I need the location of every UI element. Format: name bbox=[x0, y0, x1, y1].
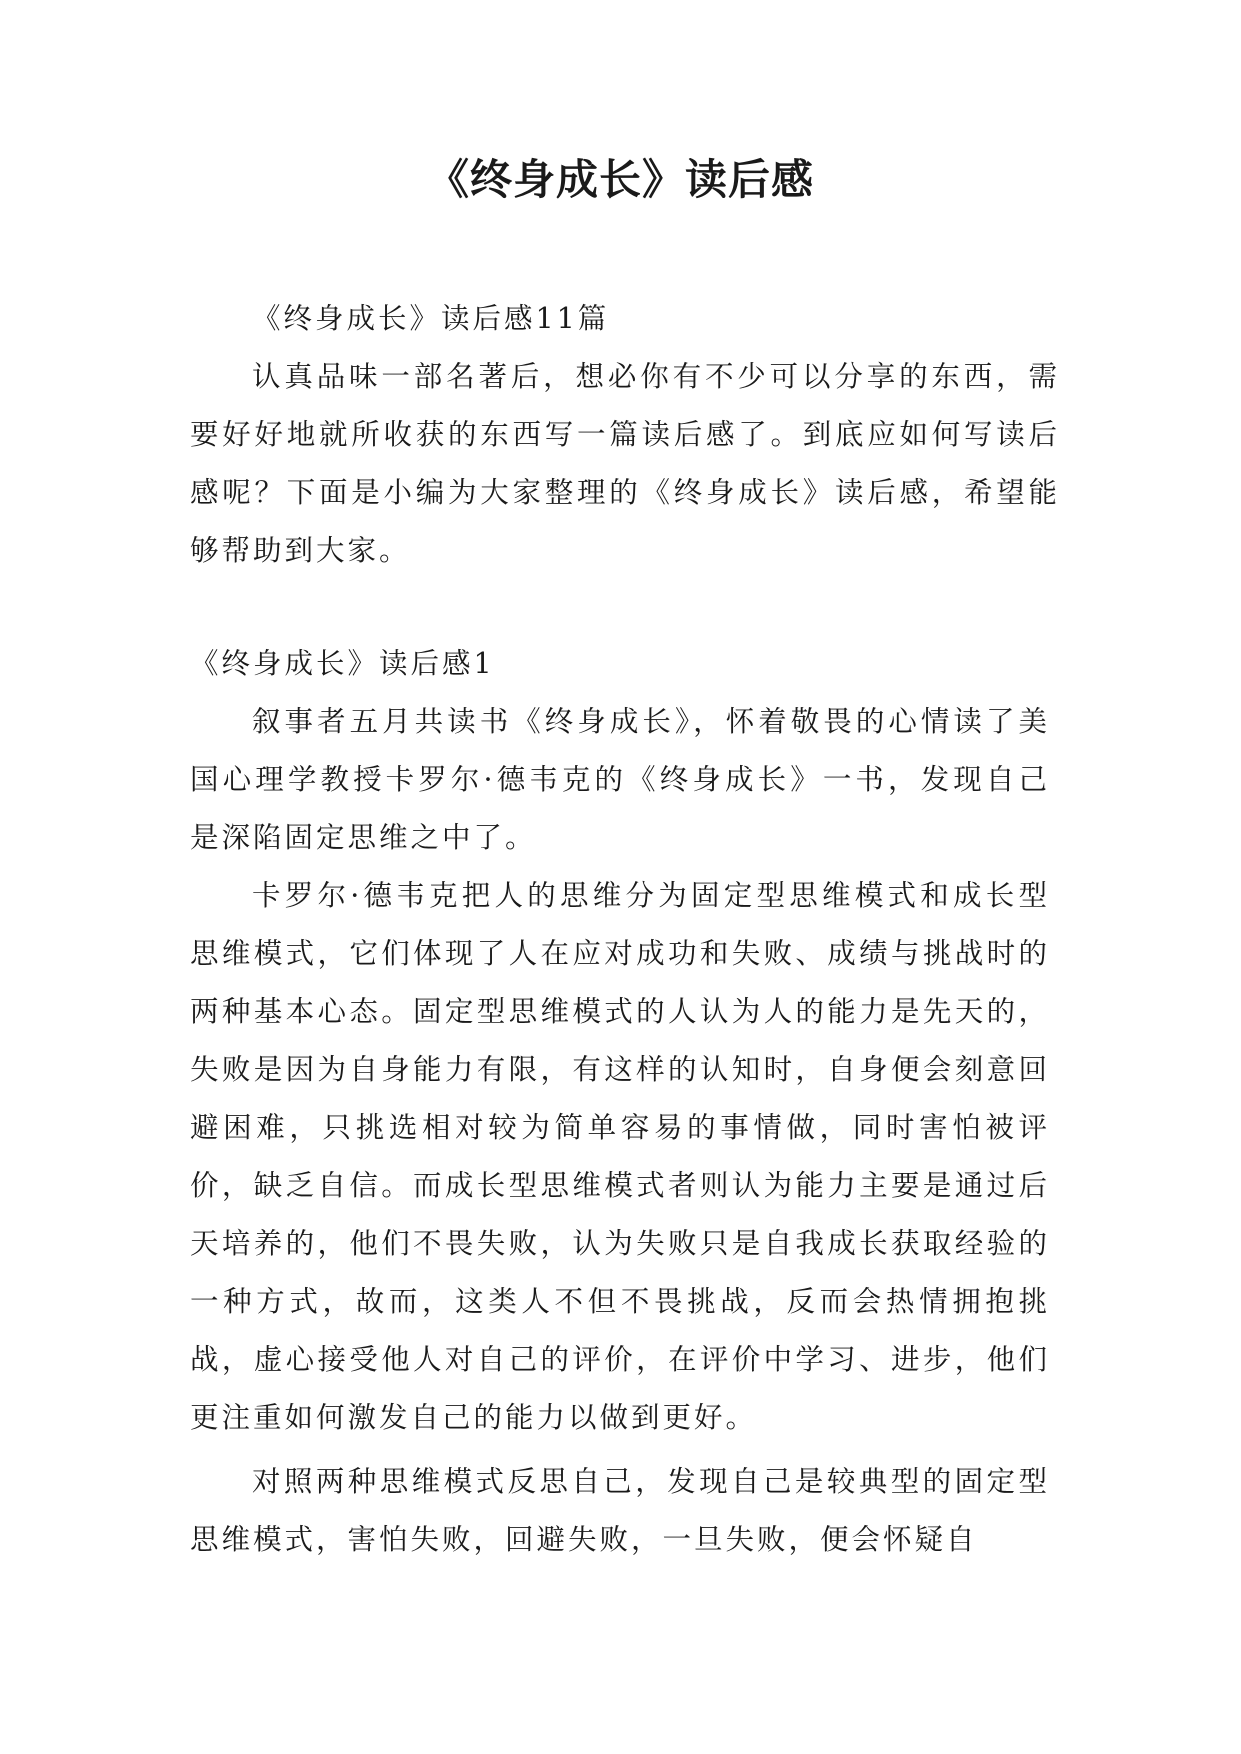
essay-paragraph: 叙事者五月共读书《终身成长》，怀着敬畏的心情读了美国心理学教授卡罗尔·德韦克的《终身成长》一书，发现自己是深陷固定思维之中了。 bbox=[190, 705, 1050, 854]
essay-paragraph: 卡罗尔·德韦克把人的思维分为固定型思维模式和成长型思维模式，它们体现了人在应对成功和失败、成绩与挑战时的两种基本心态。固定型思维模式的人认为人的能力是先天的，失败是因为自身能力有限，有这样的认知时，自身便会刻意回避困难，只挑选相对较为简单容易的事情做，同时害怕被评价，缺乏自信。而成长型思维模式者则认为能力主要是通过后天培养的，他们不畏失败，认为失败只是自我成长获取经验的一种方式，故而，这类人不但不畏挑战，反而会热情拥抱挑战，虚心接受他人对自己的评价，在评价中学习、进步，他们更注重如何激发自己的能力以做到更好。 bbox=[190, 879, 1050, 1434]
intro-paragraph: 认真品味一部名著后，想必你有不少可以分享的东西，需要好好地就所收获的东西写一篇读后感了。到底应如何写读后感呢？下面是小编为大家整理的《终身成长》读后感，希望能够帮助到大家。 bbox=[190, 360, 1060, 567]
essay-paragraph: 对照两种思维模式反思自己，发现自己是较典型的固定型思维模式，害怕失败，回避失败，一旦失败，便会怀疑自 bbox=[190, 1465, 1050, 1556]
intro-section bbox=[190, 290, 1060, 580]
essay-section bbox=[190, 635, 1050, 1569]
essay-heading: 《终身成长》读后感1 bbox=[190, 647, 495, 680]
intro-subtitle: 《终身成长》读后感11篇 bbox=[252, 302, 610, 335]
document-title: 《终身成长》读后感 bbox=[426, 155, 814, 204]
